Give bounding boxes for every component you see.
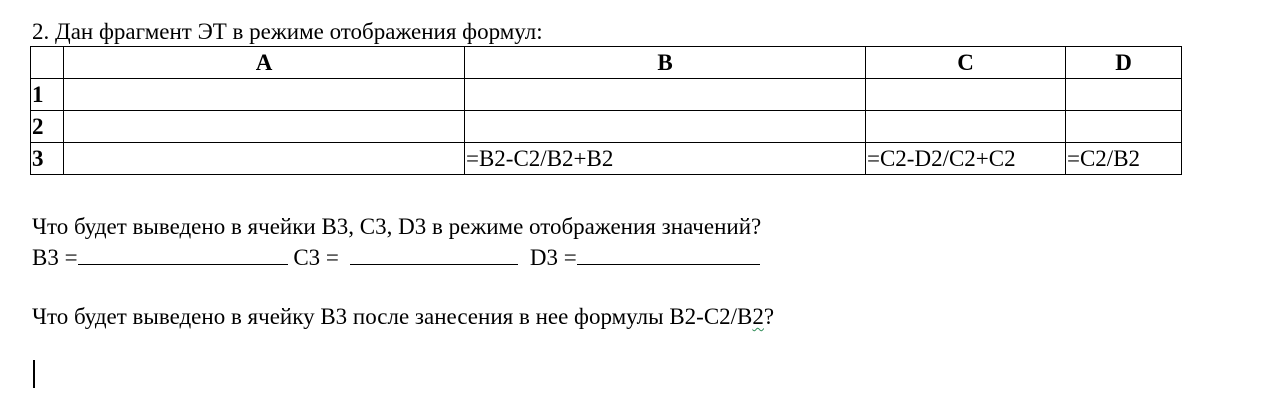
answer-label-c3: C3 = [293, 245, 339, 270]
question-one: Что будет выведено в ячейки B3, C3, D3 в режиме отображения значений? [32, 214, 762, 239]
column-header-c: C [866, 47, 1066, 79]
corner-cell [31, 47, 64, 79]
question-two-text: Что будет выведено в ячейку B3 после занесения в нее формулы B2-C2/B [32, 304, 753, 329]
cell-d3-formula: =C2/B2 [1066, 143, 1182, 175]
column-header-d: D [1066, 47, 1182, 79]
cell-d1 [1066, 79, 1182, 111]
answer-blank-b3[interactable] [78, 244, 288, 265]
header-row [31, 47, 1182, 79]
question-two [32, 304, 774, 330]
task-heading: 2. Дан фрагмент ЭТ в режиме отображения формул: [32, 19, 543, 44]
answer-blanks-line [32, 244, 760, 271]
row-header-3: 3 [31, 143, 64, 175]
table-row [31, 143, 1182, 175]
text-cursor [33, 360, 35, 388]
answer-blank-d3[interactable] [577, 244, 760, 265]
cell-b1 [465, 79, 866, 111]
answer-blank-c3[interactable] [350, 244, 518, 265]
cell-c2 [866, 111, 1066, 143]
cell-d2 [1066, 111, 1182, 143]
spellcheck-marked-char: 2 [752, 304, 764, 329]
answer-label-b3: B3 = [32, 245, 78, 270]
spreadsheet-fragment-table [30, 46, 1182, 175]
column-header-a: A [64, 47, 465, 79]
question-two-end: ? [763, 304, 775, 329]
cell-a2 [64, 111, 465, 143]
row-header-1: 1 [31, 79, 64, 111]
row-header-2: 2 [31, 111, 64, 143]
cell-a3 [64, 143, 465, 175]
cell-b2 [465, 111, 866, 143]
column-header-b: B [465, 47, 866, 79]
cell-b3-formula: =B2-C2/B2+B2 [465, 143, 866, 175]
cell-a1 [64, 79, 465, 111]
table-row [31, 79, 1182, 111]
cell-c3-formula: =C2-D2/C2+C2 [866, 143, 1066, 175]
cell-c1 [866, 79, 1066, 111]
table-row [31, 111, 1182, 143]
answer-label-d3: D3 = [529, 245, 577, 270]
